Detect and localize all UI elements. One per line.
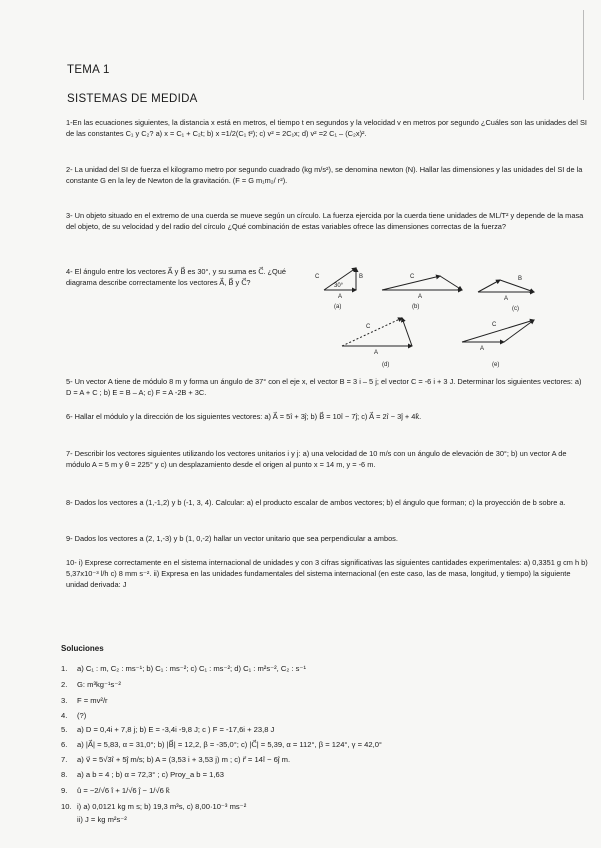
solution-8: 8. a) a b = 4 ; b) α = 72,3° ; c) Proy_a b = 1,63 [61, 770, 224, 779]
problem-3: 3- Un objeto situado en el extremo de una cuerda se mueve según un círculo. La fuerza ejercida por la cuerda tiene unidades de ML/T² y depende de la masa del objeto, de su velocidad y del radio del círculo ¿Qué combinación de estas variables ofrece las dimensiones correctas de la fuerza? [66, 211, 584, 231]
solution-5: 5. a) D = 0,4i + 7,8 j; b) E = -3,4i -9,8 J; c ) F = -17,6i + 23,8 J [61, 725, 275, 734]
vector-diagrams [312, 262, 552, 370]
angle-a: 30° [334, 283, 344, 289]
label-a-c: A [504, 296, 509, 302]
solution-9: 9. û = −2/√6 î + 1/√6 ĵ − 1/√6 k̂ [61, 786, 170, 795]
solution-6: 6. a) |A⃗| = 5,83, α = 31,0°; b) |B⃗| = 12,2, β = -35,0°; c) |C⃗| = 5,39, α = 112°, β = 124°, γ = 42,0° [61, 740, 382, 749]
label-c-e: C [492, 322, 497, 328]
solution-2: 2. G: m³kg⁻¹s⁻² [61, 680, 121, 689]
caption-c: (c) [512, 306, 519, 312]
problem-6: 6- Hallar el módulo y la dirección de los siguientes vectores: a) A⃗ = 5î + 3ĵ; b) B⃗ = 10î − 7ĵ; c) A⃗ = 2î − 3ĵ + 4k̂. [66, 412, 422, 421]
margin-mark [583, 10, 584, 100]
problem-2: 2- La unidad del SI de fuerza el kilogramo metro por segundo cuadrado (kg m/s²), se denomina newton (N). Hallar las dimensiones y las unidades del SI de la constante G en la ley de Newton de la gravitación. (F = G m₁m₂/ r²). [66, 165, 583, 185]
label-b-a: B [359, 274, 364, 280]
solution-4: 4. (?) [61, 711, 87, 720]
solution-10: 10. i) a) 0,0121 kg m s; b) 19,3 m³s, c) 8,00·10⁻³ ms⁻² [61, 802, 247, 811]
label-a-e: A [480, 346, 485, 352]
solution-10-ii: ii) J = kg m²s⁻² [77, 815, 127, 824]
label-a-d: A [374, 350, 379, 356]
solution-1: 1. a) C₁ : m, C₂ : ms⁻¹; b) C₁ : ms⁻²; c) C₁ : ms⁻²; d) C₁ : m²s⁻², C₂ : s⁻¹ [61, 664, 306, 673]
label-a-a: A [338, 294, 343, 300]
label-b-c: B [518, 276, 523, 282]
label-c-d: C [366, 324, 371, 330]
problem-4: 4- El ángulo entre los vectores A⃗ y B⃗ es 30°, y su suma es C⃗. ¿Qué diagrama describe correctamente los vectores A⃗, B⃗ y C⃗? [66, 267, 286, 287]
caption-d: (d) [382, 362, 390, 368]
solution-7: 7. a) v⃗ = 5√3î + 5ĵ m/s; b) A = (3,53 i + 3,53 j) m ; c) r⃗ = 14î − 6ĵ m. [61, 755, 291, 764]
problem-5: 5- Un vector A tiene de módulo 8 m y forma un ángulo de 37° con el eje x, el vector B = 3 i – 5 j; el vector C = -6 i + 3 J. Determinar los siguientes vectores: a) D = A + C ; b) E = B – A; c) F = A -2B + 3C. [66, 377, 582, 397]
page-title: SISTEMAS DE MEDIDA [67, 93, 198, 105]
problem-7: 7- Describir los vectores siguientes utilizando los vectores unitarios i y j: a) una velocidad de 10 m/s con un ángulo de elevación de 30°; b) un vector A de módulo A = 5 m y θ = 225° y c) un desplazamiento desde el origen al punto x = 14 m, y = -6 m. [66, 449, 567, 469]
caption-e: (e) [492, 362, 500, 368]
problem-8: 8- Dados los vectores a (1,-1,2) y b (-1, 3, 4). Calcular: a) el producto escalar de ambos vectores; b) el ángulo que forman; c) la proyección de b sobre a. [66, 498, 566, 507]
solutions-title: Soluciones [61, 644, 104, 653]
caption-a: (a) [334, 304, 342, 310]
problem-9: 9- Dados los vectores a (2, 1,-3) y b (1, 0,-2) hallar un vector unitario que sea perpendicular a ambos. [66, 534, 398, 543]
caption-b: (b) [412, 304, 420, 310]
problem-1: 1-En las ecuaciones siguientes, la distancia x está en metros, el tiempo t en segundos y la velocidad v en metros por segundo ¿Cuáles son las unidades del SI de las constantes C₁ y C₂? a) x = C₁ + C₂t; b) x =1/2(C₁ t²); c) v² = 2C₁x; d) v² =2 C₁ – (C₂x)². [66, 118, 587, 138]
label-c-b: C [410, 274, 415, 280]
tema-label: TEMA 1 [67, 64, 110, 76]
problem-10: 10- i) Exprese correctamente en el sistema internacional de unidades y con 3 cifras significativas las siguientes cantidades experimentales: a) 0,3351 g cm h b) 5,37x10⁻³ l/h c) 8 mm s⁻². ii) Expresa en las unidades fundamentales del sistema internacional (en este caso, las de masa, longitud, y tiempo) la siguiente unidad derivada: J [66, 558, 588, 589]
label-c-a: C [315, 274, 320, 280]
solution-3: 3. F = mv²/r [61, 696, 108, 705]
label-a-b: A [418, 294, 423, 300]
